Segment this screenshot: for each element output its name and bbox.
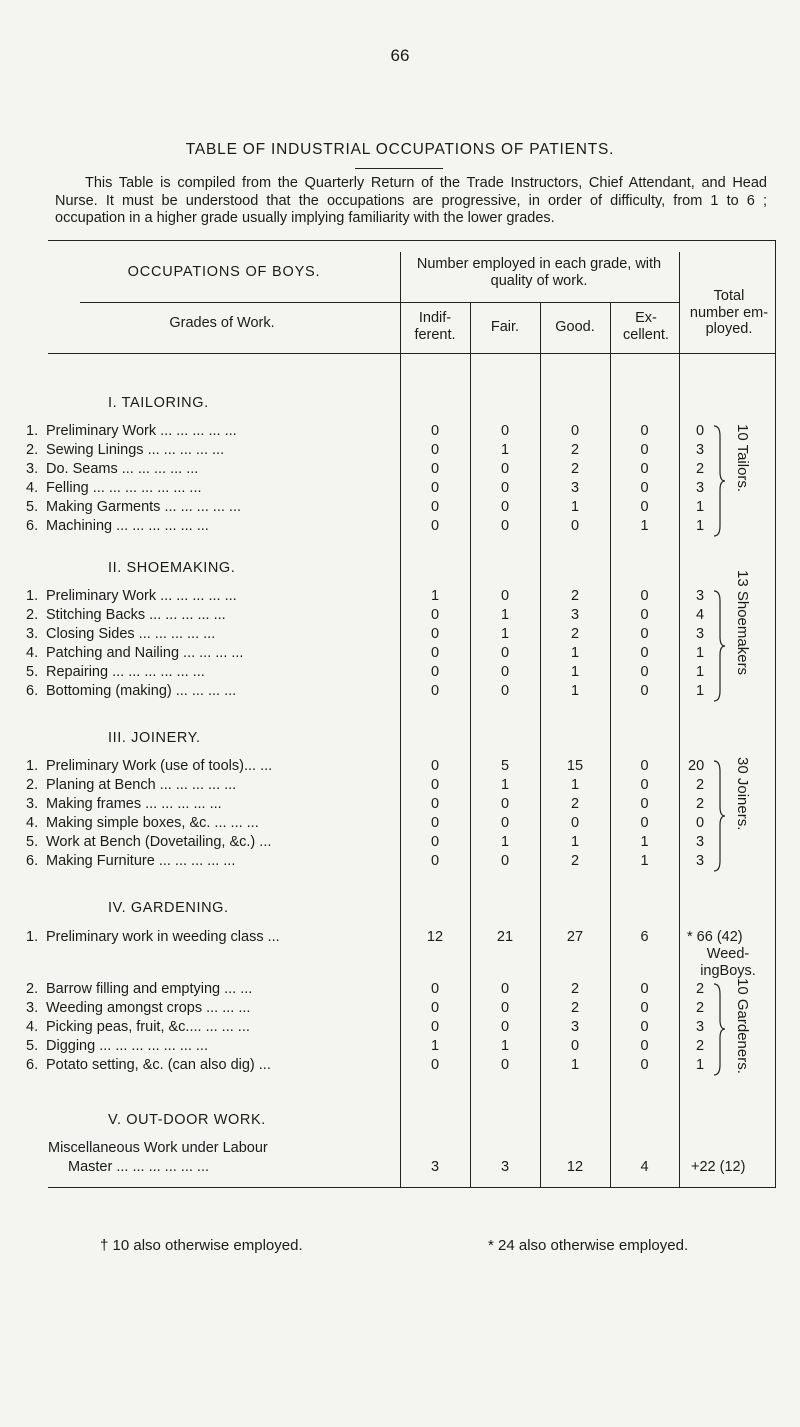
cell-total: 3	[696, 480, 705, 496]
cell-total: 2	[696, 1038, 705, 1054]
cell-fair: 1	[500, 607, 510, 623]
cell-fair: 0	[500, 461, 510, 477]
cell-indifferent: 0	[430, 664, 440, 680]
cell-total: 1	[696, 645, 705, 661]
row-number: 6.	[26, 853, 39, 869]
cell-total: 2	[696, 981, 705, 997]
table-row	[26, 626, 386, 642]
cell-total: 1	[696, 664, 705, 680]
header-fair: Fair.	[490, 319, 520, 335]
cell-good: 2	[570, 461, 580, 477]
cell-indifferent: 0	[430, 853, 440, 869]
cell-total: 3	[696, 626, 705, 642]
row-label: Preliminary Work (use of tools)... ...	[46, 758, 273, 774]
cell-excellent: 0	[640, 777, 649, 793]
header-good: Good.	[555, 319, 595, 335]
row-label: Work at Bench (Dovetailing, &c.) ...	[46, 834, 272, 850]
cell-indifferent: 3	[430, 1159, 440, 1175]
brace-icon	[712, 589, 726, 703]
table-row	[26, 480, 386, 496]
cell-good: 2	[570, 588, 580, 604]
row-number: 4.	[26, 645, 39, 661]
row-label: Picking peas, fruit, &c.... ... ... ...	[46, 1019, 250, 1035]
table-row	[26, 929, 386, 945]
row-label: Stitching Backs ... ... ... ... ...	[46, 607, 226, 623]
cell-excellent: 1	[640, 853, 649, 869]
section-title-joinery: III. JOINERY.	[108, 730, 201, 746]
table-row	[26, 1057, 386, 1073]
cell-total: 4	[696, 607, 705, 623]
cell-good: 1	[570, 1057, 580, 1073]
row-number: 4.	[26, 815, 39, 831]
weeding-boys-note: Weed- ingBoys.	[700, 946, 756, 979]
table-bottom-rule	[48, 1187, 776, 1188]
group-label-tailors: 10 Tailors.	[734, 424, 751, 493]
cell-fair: 0	[500, 499, 510, 515]
row-number: 5.	[26, 1038, 39, 1054]
header-number-employed: Number employed in each grade, with quality of work.	[416, 256, 662, 289]
row-label: Machining ... ... ... ... ... ...	[46, 518, 209, 534]
table-top-rule	[48, 240, 776, 241]
row-number: 1.	[26, 758, 39, 774]
cell-indifferent: 0	[430, 815, 440, 831]
cell-good: 0	[570, 1038, 580, 1054]
row-label: Patching and Nailing ... ... ... ...	[46, 645, 244, 661]
footnote-dagger: † 10 also otherwise employed.	[100, 1237, 303, 1254]
table-row	[26, 1038, 386, 1054]
cell-total: 2	[696, 777, 705, 793]
cell-fair: 0	[500, 480, 510, 496]
row-label: Bottoming (making) ... ... ... ...	[46, 683, 237, 699]
table-row	[26, 1019, 386, 1035]
cell-total: +22 (12)	[691, 1159, 746, 1175]
row-number: 3.	[26, 796, 39, 812]
cell-fair: 1	[500, 777, 510, 793]
cell-excellent: 0	[640, 758, 649, 774]
cell-excellent: 0	[640, 1057, 649, 1073]
cell-fair: 5	[500, 758, 510, 774]
group-label-joiners: 30 Joiners.	[734, 757, 751, 831]
header-total: Total number em- ployed.	[689, 288, 769, 337]
cell-good: 2	[570, 981, 580, 997]
header-indifferent: Indif- ferent.	[414, 310, 456, 343]
cell-good: 1	[570, 834, 580, 850]
row-label: Making frames ... ... ... ... ...	[46, 796, 222, 812]
cell-total: 2	[696, 461, 705, 477]
header-bottom-rule	[48, 353, 776, 354]
intro-paragraph: This Table is compiled from the Quarterly Return of the Trade Instructors, Chief Attendant, and Head Nurse. It must be understood that the occupations are progressive, in order of difficulty, from 1 to 6 ; occupation in a higher grade usually implying familiarity with the lower grades.	[55, 175, 767, 226]
cell-excellent: 1	[640, 834, 649, 850]
cell-good: 1	[570, 499, 580, 515]
cell-fair: 0	[500, 796, 510, 812]
cell-total: 3	[696, 834, 705, 850]
cell-fair: 0	[500, 815, 510, 831]
cell-fair: 0	[500, 518, 510, 534]
cell-fair: 0	[500, 981, 510, 997]
cell-total: 1	[696, 1057, 705, 1073]
cell-excellent: 0	[640, 645, 649, 661]
row-number: 2.	[26, 442, 39, 458]
table-row	[26, 664, 386, 680]
row-label: Barrow filling and emptying ... ...	[46, 981, 253, 997]
table-row	[26, 777, 386, 793]
row-label: Preliminary work in weeding class ...	[46, 929, 280, 945]
cell-indifferent: 1	[430, 1038, 440, 1054]
row-label: Felling ... ... ... ... ... ... ...	[46, 480, 202, 496]
cell-total: 1	[696, 518, 705, 534]
cell-excellent: 1	[640, 518, 649, 534]
cell-indifferent: 0	[430, 423, 440, 439]
table-row	[26, 758, 386, 774]
cell-good: 2	[570, 442, 580, 458]
cell-indifferent: 0	[430, 683, 440, 699]
cell-indifferent: 0	[430, 499, 440, 515]
cell-fair: 3	[500, 1159, 510, 1175]
cell-total: 3	[696, 588, 705, 604]
row-number: 1.	[26, 929, 39, 945]
table-row	[26, 1000, 386, 1016]
cell-fair: 0	[500, 588, 510, 604]
cell-fair: 0	[500, 664, 510, 680]
section-title-tailoring: I. TAILORING.	[108, 395, 209, 411]
row-number: 6.	[26, 518, 39, 534]
cell-excellent: 0	[640, 442, 649, 458]
table-row	[26, 499, 386, 515]
cell-total: 1	[696, 683, 705, 699]
row-label: Preliminary Work ... ... ... ... ...	[46, 423, 237, 439]
header-occupations: OCCUPATIONS OF BOYS.	[127, 264, 321, 280]
table-row	[26, 981, 386, 997]
cell-indifferent: 0	[430, 834, 440, 850]
cell-excellent: 0	[640, 981, 649, 997]
page-number: 66	[390, 46, 410, 65]
cell-fair: 21	[496, 929, 514, 945]
row-label: Potato setting, &c. (can also dig) ...	[46, 1057, 271, 1073]
cell-indifferent: 0	[430, 607, 440, 623]
cell-excellent: 0	[640, 607, 649, 623]
cell-fair: 1	[500, 1038, 510, 1054]
group-label-shoemakers: 13 Shoemakers	[734, 570, 751, 676]
cell-excellent: 0	[640, 1019, 649, 1035]
row-number: 1.	[26, 588, 39, 604]
table-row	[26, 645, 386, 661]
row-number: 5.	[26, 499, 39, 515]
header-excellent: Ex- cellent.	[623, 310, 669, 343]
cell-excellent: 0	[640, 1038, 649, 1054]
cell-total: 3	[696, 442, 705, 458]
table-row	[26, 461, 386, 477]
cell-indifferent: 0	[430, 1057, 440, 1073]
row-number: 4.	[26, 1019, 39, 1035]
table-row	[26, 834, 386, 850]
group-label-gardeners: 10 Gardeners.	[734, 978, 751, 1074]
row-number: 4.	[26, 480, 39, 496]
cell-fair: 0	[500, 423, 510, 439]
cell-excellent: 4	[640, 1159, 649, 1175]
cell-indifferent: 0	[430, 518, 440, 534]
col-rule	[775, 240, 776, 1187]
row-number: 3.	[26, 461, 39, 477]
table-row	[26, 683, 386, 699]
cell-excellent: 0	[640, 664, 649, 680]
row-number: 5.	[26, 834, 39, 850]
cell-indifferent: 0	[430, 442, 440, 458]
page-title: TABLE OF INDUSTRIAL OCCUPATIONS OF PATIENTS.	[185, 141, 615, 158]
cell-fair: 1	[500, 834, 510, 850]
cell-indifferent: 0	[430, 796, 440, 812]
row-number: 6.	[26, 1057, 39, 1073]
cell-fair: 1	[500, 442, 510, 458]
cell-fair: 0	[500, 853, 510, 869]
cell-fair: 0	[500, 1000, 510, 1016]
row-number: 2.	[26, 607, 39, 623]
cell-good: 3	[570, 480, 580, 496]
section-title-shoemaking: II. SHOEMAKING.	[108, 560, 236, 576]
row-number: 1.	[26, 423, 39, 439]
cell-good: 1	[570, 664, 580, 680]
cell-total: 3	[696, 1019, 705, 1035]
cell-good: 15	[566, 758, 584, 774]
row-label: Sewing Linings ... ... ... ... ...	[46, 442, 225, 458]
row-label: Digging ... ... ... ... ... ... ...	[46, 1038, 208, 1054]
table-row	[26, 588, 386, 604]
section-title-gardening: IV. GARDENING.	[108, 900, 229, 916]
table-row	[26, 423, 386, 439]
cell-excellent: 0	[640, 423, 649, 439]
table-row	[26, 442, 386, 458]
row-number: 2.	[26, 777, 39, 793]
cell-indifferent: 0	[430, 480, 440, 496]
row-label: Making Garments ... ... ... ... ...	[46, 499, 241, 515]
cell-indifferent: 0	[430, 1019, 440, 1035]
cell-total: * 66 (42)	[687, 929, 743, 945]
cell-excellent: 0	[640, 480, 649, 496]
cell-total: 20	[688, 758, 705, 774]
cell-excellent: 0	[640, 815, 649, 831]
row-number: 6.	[26, 683, 39, 699]
cell-fair: 0	[500, 1019, 510, 1035]
cell-good: 2	[570, 853, 580, 869]
cell-total: 1	[696, 499, 705, 515]
col-rule	[679, 252, 680, 1187]
brace-icon	[712, 759, 726, 873]
brace-icon	[712, 424, 726, 538]
cell-good: 1	[570, 645, 580, 661]
cell-good: 1	[570, 777, 580, 793]
cell-good: 3	[570, 607, 580, 623]
table-row-label-line2: Master ... ... ... ... ... ...	[68, 1159, 209, 1175]
cell-excellent: 0	[640, 461, 649, 477]
header-grades: Grades of Work.	[169, 315, 275, 331]
cell-indifferent: 0	[430, 626, 440, 642]
row-label: Closing Sides ... ... ... ... ...	[46, 626, 216, 642]
cell-total: 0	[696, 815, 705, 831]
table-row	[26, 853, 386, 869]
cell-indifferent: 0	[430, 1000, 440, 1016]
cell-total: 3	[696, 853, 705, 869]
row-number: 3.	[26, 1000, 39, 1016]
cell-indifferent: 0	[430, 645, 440, 661]
row-label: Preliminary Work ... ... ... ... ...	[46, 588, 237, 604]
cell-excellent: 0	[640, 588, 649, 604]
cell-excellent: 0	[640, 683, 649, 699]
cell-good: 2	[570, 626, 580, 642]
cell-good: 0	[570, 423, 580, 439]
cell-excellent: 0	[640, 499, 649, 515]
row-number: 3.	[26, 626, 39, 642]
cell-fair: 0	[500, 645, 510, 661]
row-label: Planing at Bench ... ... ... ... ...	[46, 777, 237, 793]
cell-good: 1	[570, 683, 580, 699]
header-rule	[80, 302, 680, 303]
cell-excellent: 0	[640, 796, 649, 812]
cell-excellent: 6	[640, 929, 649, 945]
cell-fair: 1	[500, 626, 510, 642]
table-row	[26, 796, 386, 812]
cell-indifferent: 12	[426, 929, 444, 945]
cell-good: 12	[566, 1159, 584, 1175]
cell-excellent: 0	[640, 1000, 649, 1016]
cell-excellent: 0	[640, 626, 649, 642]
table-row	[26, 518, 386, 534]
row-label: Repairing ... ... ... ... ... ...	[46, 664, 205, 680]
cell-good: 2	[570, 796, 580, 812]
cell-indifferent: 0	[430, 777, 440, 793]
table-row	[26, 607, 386, 623]
row-label: Making simple boxes, &c. ... ... ...	[46, 815, 259, 831]
section-title-outdoor-work: V. OUT-DOOR WORK.	[108, 1112, 266, 1128]
cell-indifferent: 0	[430, 758, 440, 774]
brace-icon	[712, 982, 726, 1077]
cell-good: 0	[570, 815, 580, 831]
row-label: Do. Seams ... ... ... ... ...	[46, 461, 199, 477]
cell-fair: 0	[500, 683, 510, 699]
cell-good: 27	[566, 929, 584, 945]
row-label: Making Furniture ... ... ... ... ...	[46, 853, 236, 869]
cell-indifferent: 0	[430, 461, 440, 477]
cell-total: 2	[696, 1000, 705, 1016]
table-row	[26, 815, 386, 831]
row-label: Weeding amongst crops ... ... ...	[46, 1000, 251, 1016]
row-number: 5.	[26, 664, 39, 680]
footnote-star: * 24 also otherwise employed.	[488, 1237, 689, 1254]
cell-indifferent: 0	[430, 981, 440, 997]
cell-indifferent: 1	[430, 588, 440, 604]
cell-fair: 0	[500, 1057, 510, 1073]
cell-good: 2	[570, 1000, 580, 1016]
cell-good: 3	[570, 1019, 580, 1035]
cell-total: 0	[696, 423, 705, 439]
row-number: 2.	[26, 981, 39, 997]
title-rule	[355, 168, 443, 169]
cell-total: 2	[696, 796, 705, 812]
cell-good: 0	[570, 518, 580, 534]
table-row-label-line1: Miscellaneous Work under Labour	[48, 1140, 268, 1156]
